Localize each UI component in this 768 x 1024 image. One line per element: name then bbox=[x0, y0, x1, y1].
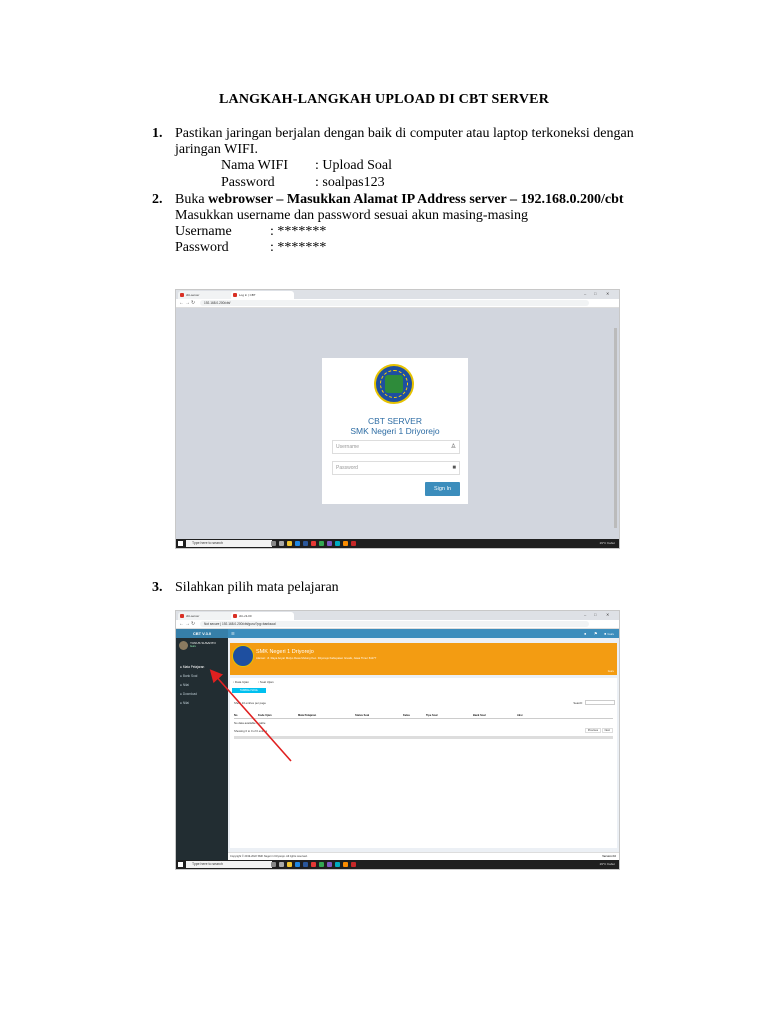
step-number: 2. bbox=[152, 192, 163, 207]
username-input[interactable] bbox=[332, 440, 460, 454]
sign-in-button[interactable]: Sign In bbox=[425, 482, 460, 496]
back-icon[interactable]: ← bbox=[179, 300, 184, 306]
login-subtitle: SMK Negeri 1 Driyorejo bbox=[350, 426, 440, 436]
step-bold-text: webrowser – Masukkan Alamat IP Address server – 192.168.0.200/cbt bbox=[208, 192, 624, 207]
field-key: Username bbox=[175, 224, 232, 239]
maximize-icon[interactable]: □ bbox=[594, 291, 597, 296]
school-logo-icon bbox=[374, 364, 414, 404]
tab-label: cbt-server bbox=[186, 614, 200, 618]
reload-icon[interactable]: ↻ bbox=[191, 300, 196, 306]
user-name: YUNUS SUSANTO bbox=[190, 641, 216, 645]
logo-emblem bbox=[385, 375, 403, 393]
field-key: Password bbox=[175, 240, 229, 255]
user-role: Guru bbox=[190, 645, 196, 648]
step-text: Pastikan jaringan berjalan dengan baik di computer atau laptop terkoneksi dengan bbox=[175, 126, 634, 141]
table-info: Showing 0 to 0 of 0 entries bbox=[234, 729, 268, 733]
tab-label: Soal Ujian bbox=[259, 680, 274, 684]
sidebar-item-nilai-2[interactable]: ● Nilai bbox=[180, 701, 190, 705]
password-input[interactable] bbox=[332, 461, 460, 475]
show-entries-select[interactable]: Show 10 entries per page bbox=[234, 701, 266, 705]
flag-icon[interactable]: ⚑ bbox=[594, 631, 598, 636]
bell-icon[interactable]: ● bbox=[584, 631, 587, 636]
login-card bbox=[322, 358, 468, 504]
banner-address: Alamat : Jl. Raya Anyar Mulyo Desa Mulung Kec. Driyorejo Kabupaten Gresik, Jawa Timur 61177 bbox=[256, 656, 377, 660]
step-prefix: Buka bbox=[175, 192, 209, 207]
tab-data-ujian[interactable]: ▫ Data Ujian bbox=[233, 680, 249, 684]
previous-button[interactable]: Previous bbox=[585, 728, 601, 733]
add-soal-button[interactable]: TAMBAH SOAL bbox=[232, 688, 266, 693]
system-tray: 29°C Kabut bbox=[599, 541, 615, 545]
file-explorer-icon[interactable] bbox=[287, 541, 292, 546]
user-icon: ♙ bbox=[450, 444, 456, 450]
app-brand[interactable]: CBT V.3.0 bbox=[176, 629, 228, 638]
app-icon[interactable] bbox=[311, 541, 316, 546]
tab-label: cbt-server bbox=[186, 293, 200, 297]
lock-icon: ■ bbox=[452, 465, 456, 471]
tab-label: Data Ujian bbox=[234, 680, 249, 684]
sidebar-item-label: Nilai bbox=[182, 701, 190, 705]
field-value: : Upload Soal bbox=[315, 158, 392, 173]
address-bar bbox=[176, 299, 619, 308]
forward-icon[interactable]: → bbox=[185, 621, 190, 627]
app-icon[interactable] bbox=[335, 541, 340, 546]
sidebar-item-label: Mata Pelajaran bbox=[182, 665, 205, 669]
system-tray: 29°C Kabut bbox=[599, 862, 615, 866]
scrollbar[interactable] bbox=[614, 328, 617, 528]
column-header[interactable]: Aksi bbox=[517, 714, 523, 717]
browser-tab[interactable] bbox=[178, 291, 236, 299]
minimize-icon[interactable]: – bbox=[584, 291, 587, 296]
task-view-icon[interactable] bbox=[271, 541, 276, 546]
column-header[interactable]: Kelas bbox=[403, 714, 410, 717]
sidebar-item-mata-pelajaran[interactable]: ● Mata Pelajaran bbox=[180, 665, 205, 669]
favicon-icon bbox=[180, 293, 184, 297]
url-field[interactable]: Not secure | 192.168.0.200/cbt/guru/?pg=banksoal bbox=[200, 621, 589, 627]
field-value: : soalpas123 bbox=[315, 175, 385, 190]
login-title: CBT SERVER bbox=[367, 416, 422, 426]
reload-icon[interactable]: ↻ bbox=[191, 621, 196, 627]
column-header[interactable]: Mata Pelajaran bbox=[298, 714, 317, 717]
browser-tabbar bbox=[176, 290, 619, 299]
document-title: LANGKAH-LANGKAH UPLOAD DI CBT SERVER bbox=[218, 92, 550, 107]
widgets-icon[interactable] bbox=[279, 541, 284, 546]
arrow-line bbox=[214, 674, 291, 761]
username-placeholder: Username bbox=[336, 444, 360, 450]
sidebar-item-bank-soal[interactable]: ● Bank Soal bbox=[180, 674, 198, 678]
app-icon[interactable] bbox=[327, 541, 332, 546]
word-icon[interactable] bbox=[303, 541, 308, 546]
column-header[interactable]: Tipe Soal bbox=[426, 714, 438, 717]
search-label: Search: bbox=[573, 701, 583, 705]
taskbar-search-input[interactable]: Type here to search bbox=[186, 540, 272, 547]
step-text: Silahkan pilih mata pelajaran bbox=[175, 580, 339, 595]
tab-label: Log in | CBT bbox=[239, 293, 256, 297]
column-header[interactable]: Bank Soal bbox=[473, 714, 486, 717]
field-value: : ******* bbox=[270, 224, 327, 239]
user-menu-icon[interactable]: ● Guru bbox=[604, 631, 615, 636]
url-field[interactable]: 192.168.0.200/cbt/ bbox=[200, 300, 589, 306]
sidebar-item-label: Download bbox=[182, 692, 197, 696]
next-button[interactable]: Next bbox=[602, 728, 613, 733]
chrome-icon[interactable] bbox=[319, 541, 324, 546]
windows-start-icon[interactable] bbox=[178, 541, 183, 546]
column-header[interactable]: Kode Ujian bbox=[258, 714, 272, 717]
step-text bbox=[175, 192, 624, 208]
login-page-background bbox=[176, 308, 619, 539]
sidebar-item-label: Nilai bbox=[182, 683, 190, 687]
dashboard-screenshot bbox=[175, 610, 620, 870]
forward-icon[interactable]: → bbox=[185, 300, 190, 306]
footer-version: Version 3.0 bbox=[602, 855, 616, 858]
column-header[interactable]: No bbox=[234, 714, 238, 717]
close-icon[interactable]: ✕ bbox=[606, 612, 610, 617]
app-icon[interactable] bbox=[351, 541, 356, 546]
field-key: Password bbox=[221, 175, 275, 190]
tab-label: cbt-v3-00 bbox=[239, 614, 252, 618]
banner-role: Guru bbox=[607, 669, 614, 673]
tab-soal-ujian[interactable]: ▫ Soal Ujian bbox=[258, 680, 274, 684]
taskbar-search-input[interactable]: Type here to search bbox=[186, 861, 272, 868]
menu-toggle-icon[interactable]: ☰ bbox=[231, 631, 235, 636]
sidebar-item-nilai[interactable]: ● Nilai bbox=[180, 683, 190, 687]
empty-table-message: No data available in table bbox=[234, 721, 266, 725]
windows-taskbar bbox=[176, 539, 619, 548]
maximize-icon[interactable]: □ bbox=[594, 612, 597, 617]
step-number: 3. bbox=[152, 580, 163, 595]
red-arrow-annotation bbox=[176, 611, 619, 869]
step-text: Masukkan username dan password sesuai akun masing-masing bbox=[175, 208, 529, 223]
step-number: 1. bbox=[152, 126, 163, 141]
app-icon[interactable] bbox=[343, 541, 348, 546]
password-placeholder: Password bbox=[336, 465, 358, 471]
banner-title: SMK Negeri 1 Driyorejo bbox=[256, 649, 314, 655]
close-icon[interactable]: ✕ bbox=[606, 291, 610, 296]
favicon-icon bbox=[233, 293, 237, 297]
edge-icon[interactable] bbox=[295, 541, 300, 546]
field-value: : ******* bbox=[270, 240, 327, 255]
step-text: jaringan WIFI. bbox=[175, 142, 258, 157]
minimize-icon[interactable]: – bbox=[584, 612, 587, 617]
sidebar-item-download[interactable]: ● Download bbox=[180, 692, 197, 696]
login-screenshot bbox=[175, 289, 620, 549]
browser-tab-active[interactable] bbox=[231, 291, 294, 299]
column-header[interactable]: Status Soal bbox=[355, 714, 370, 717]
footer-copyright: Copyright © 2019-2022 SMK Negeri 1 Driyorejo. All rights reserved. bbox=[230, 855, 308, 858]
sidebar-item-label: Bank Soal bbox=[182, 674, 198, 678]
user-menu-label: Guru bbox=[607, 632, 615, 636]
back-icon[interactable]: ← bbox=[179, 621, 184, 627]
field-key: Nama WIFI bbox=[221, 158, 288, 173]
